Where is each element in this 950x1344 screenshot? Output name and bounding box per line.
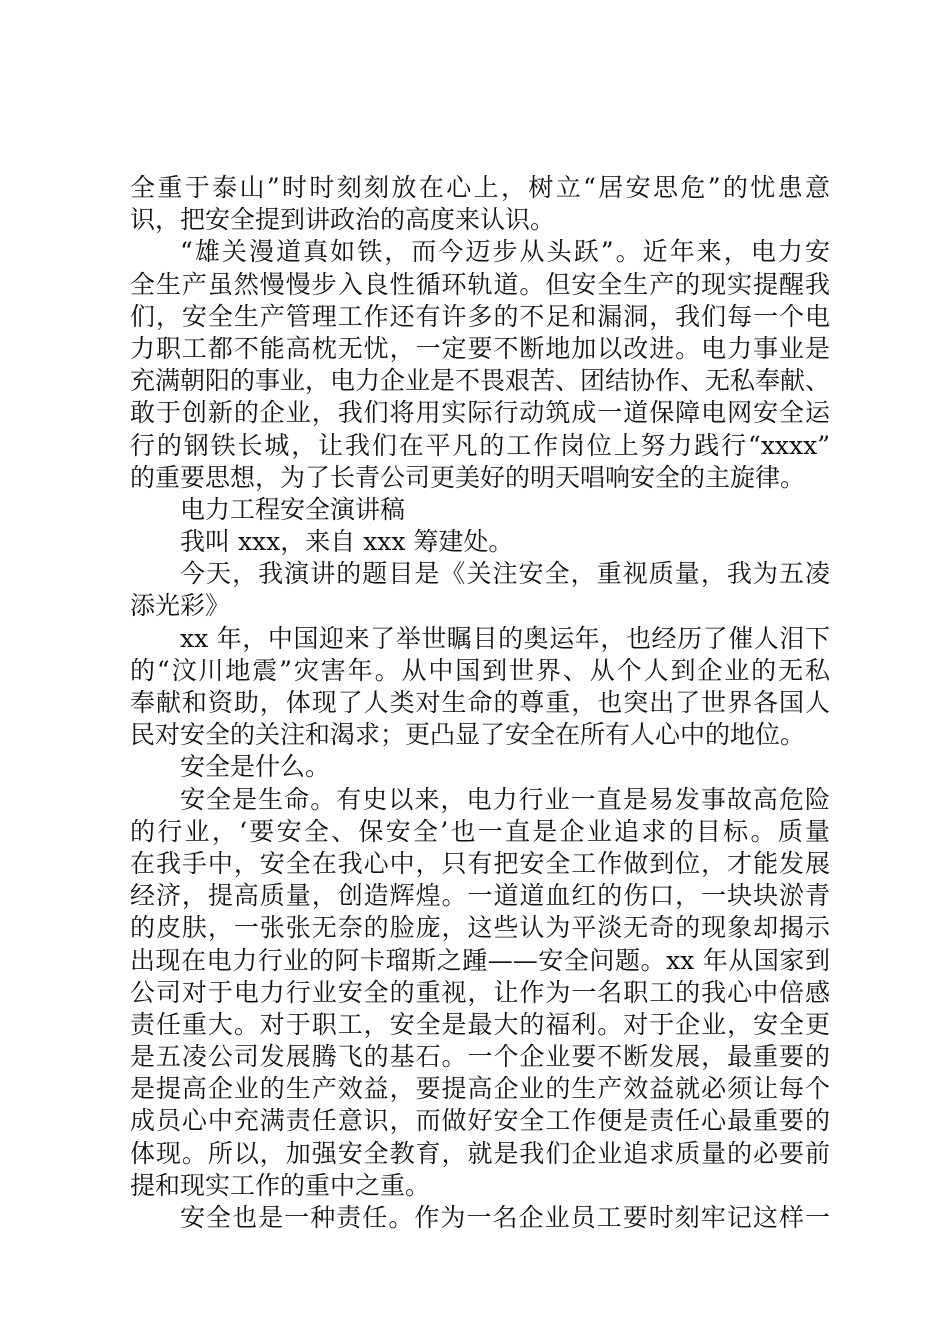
text-line: 是五凌公司发展腾飞的基石。一个企业要不断发展，最重要的 (130, 1042, 830, 1072)
text-line: 的皮肤，一张张无奈的脸庞，这些认为平淡无奇的现象却揭示 (130, 913, 830, 943)
text-line: xx 年，中国迎来了举世瞩目的奥运年，也经历了催人泪下 (180, 623, 830, 653)
text-line: 力职工都不能高枕无忧，一定要不断地加以改进。电力事业是 (130, 333, 830, 363)
text-line: 奉献和资助，体现了人类对生命的尊重，也突出了世界各国人 (130, 688, 830, 717)
text-line: 公司对于电力行业安全的重视，让作为一名职工的我心中倍感 (130, 977, 830, 1007)
text-line: 在我手中，安全在我心中，只有把安全工作做到位，才能发展 (130, 848, 830, 878)
text-line: 今天，我演讲的题目是《关注安全，重视质量，我为五凌 (180, 559, 830, 589)
text-line: 成员心中充满责任意识，而做好安全工作便是责任心最重要的 (130, 1106, 830, 1136)
text-line: 的行业，‘要安全、保安全’也一直是企业追求的目标。质量 (130, 816, 830, 846)
text-line: 安全是生命。有史以来，电力行业一直是易发事故高危险 (180, 784, 830, 814)
text-line: 出现在电力行业的阿卡瑠斯之踵——安全问题。xx 年从国家到 (130, 945, 830, 975)
text-line: 的“汶川地震”灾害年。从中国到世界、从个人到企业的无私 (130, 655, 830, 685)
text-line: 民对安全的关注和渴求；更凸显了安全在所有人心中的地位。 (130, 720, 806, 750)
text-line: 经济，提高质量，创造辉煌。一道道血红的伤口，一块块淤青 (130, 881, 830, 911)
text-line: 提和现实工作的重中之重。 (130, 1170, 431, 1200)
text-line: 们，安全生产管理工作还有许多的不足和漏洞，我们每一个电 (130, 301, 830, 331)
text-line: 行的钢铁长城，让我们在平凡的工作岗位上努力践行“xxxx” (130, 430, 830, 460)
text-line: “雄关漫道真如铁，而今迈步从头跃”。近年来，电力安 (180, 237, 830, 267)
text-line: 全生产虽然慢慢步入良性循环轨道。但安全生产的现实提醒我 (130, 269, 830, 299)
text-line: 安全也是一种责任。作为一名企业员工要时刻牢记这样一 (180, 1203, 830, 1232)
text-line: 敢于创新的企业，我们将用实际行动筑成一道保障电网安全运 (130, 398, 830, 428)
text-line: 识，把安全提到讲政治的高度来认识。 (130, 205, 556, 235)
document-body (130, 172, 830, 1234)
text-line: 添光彩》 (130, 591, 231, 621)
text-line: 责任重大。对于职工，安全是最大的福利。对于企业，安全更 (130, 1009, 830, 1039)
text-line: 电力工程安全演讲稿 (180, 494, 406, 524)
text-line: 体现。所以，加强安全教育，就是我们企业追求质量的必要前 (130, 1138, 830, 1168)
text-line: 我叫 xxx，来自 xxx 筹建处。 (180, 527, 514, 557)
text-line: 的重要思想，为了长青公司更美好的明天唱响安全的主旋律。 (130, 462, 806, 492)
text-line: 安全是什么。 (180, 752, 331, 782)
text-line: 全重于泰山”时时刻刻放在心上，树立“居安思危”的忧患意 (130, 173, 830, 202)
text-line: 充满朝阳的事业，电力企业是不畏艰苦、团结协作、无私奉献、 (130, 366, 830, 396)
text-line: 是提高企业的生产效益，要提高企业的生产效益就必须让每个 (130, 1074, 830, 1104)
